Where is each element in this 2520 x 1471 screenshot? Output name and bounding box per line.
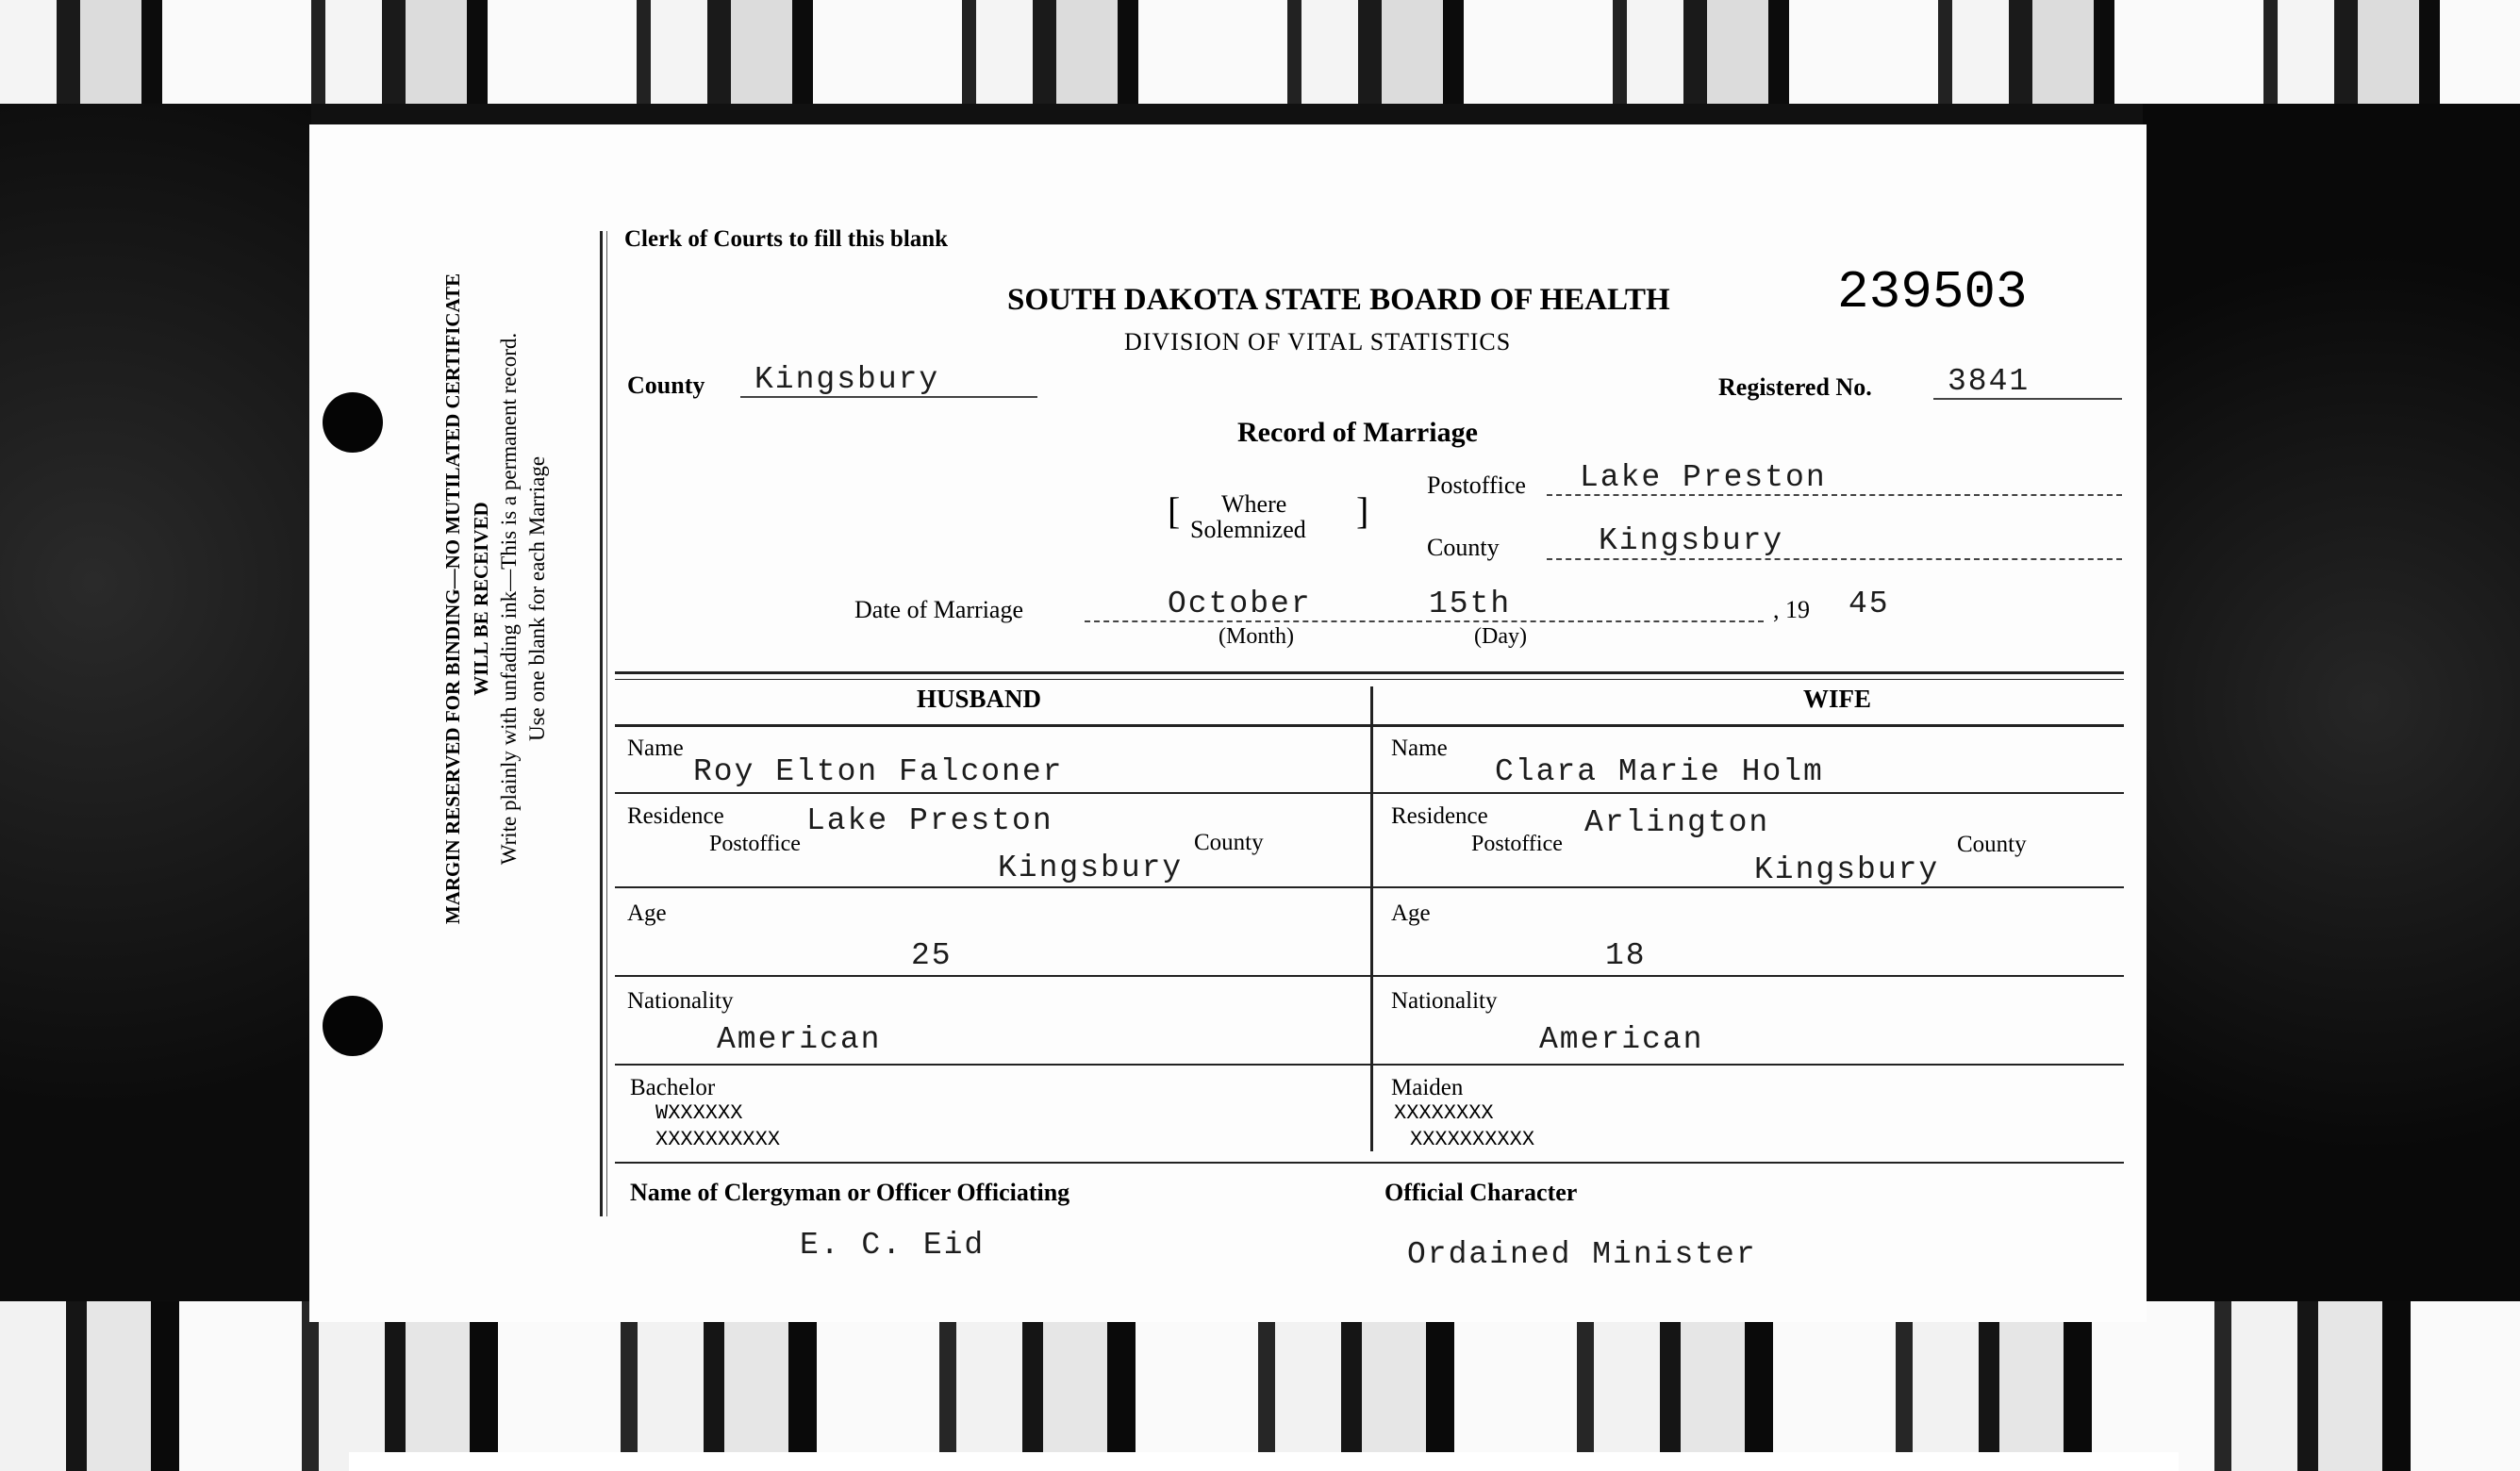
date-day: 15th	[1429, 587, 1512, 621]
officiant-name-label: Name of Clergyman or Officer Officiating	[630, 1179, 1070, 1206]
date-line	[1085, 620, 1764, 622]
county-label: County	[627, 372, 705, 399]
husband-nationality-label: Nationality	[627, 988, 734, 1014]
wife-name: Clara Marie Holm	[1495, 754, 1824, 789]
where-label: Where	[1221, 490, 1287, 518]
date-month: October	[1168, 587, 1312, 621]
film-dark-right	[2143, 104, 2520, 1301]
official-character-label: Official Character	[1384, 1179, 1578, 1206]
binding-hole-top	[323, 392, 383, 453]
wife-status-line1: XXXXXXXX	[1394, 1101, 1494, 1125]
county-line	[740, 396, 1037, 398]
postoffice-line	[1547, 494, 2122, 496]
solemn-county-value: Kingsbury	[1599, 523, 1784, 558]
row-line-age	[615, 975, 2124, 977]
husband-name: Roy Elton Falconer	[693, 754, 1064, 789]
table-top-rule	[615, 671, 2124, 674]
table-top-rule-thin	[615, 679, 2124, 680]
board-title: SOUTH DAKOTA STATE BOARD OF HEALTH	[1007, 283, 1670, 317]
wife-county: Kingsbury	[1754, 852, 1940, 887]
registered-value: 3841	[1948, 364, 2031, 399]
wife-nationality: American	[1539, 1022, 1704, 1057]
clerk-note: Clerk of Courts to fill this blank	[624, 226, 949, 252]
husband-status-label: Bachelor	[630, 1075, 716, 1100]
solemnized-label: Solemnized	[1190, 516, 1306, 543]
wife-postoffice-label: Postoffice	[1471, 832, 1563, 856]
wife-age: 18	[1605, 938, 1647, 973]
husband-name-label: Name	[627, 736, 684, 761]
column-divider	[1370, 686, 1373, 1151]
row-line-nationality	[615, 1064, 2124, 1066]
division-title: DIVISION OF VITAL STATISTICS	[1124, 328, 1512, 355]
wife-nationality-label: Nationality	[1391, 988, 1498, 1014]
wife-residence-label: Residence	[1391, 803, 1488, 829]
year-prefix: , 19	[1773, 596, 1810, 623]
film-strip-top	[0, 0, 2520, 104]
registered-line	[1933, 398, 2122, 400]
officiant-name: E. C. Eid	[800, 1228, 986, 1263]
day-caption: (Day)	[1474, 624, 1527, 649]
row-line-status	[615, 1162, 2124, 1164]
husband-header: HUSBAND	[917, 685, 1042, 713]
margin-note-1: MARGIN RESERVED FOR BINDING—NO MUTILATED CERTIFICATE	[441, 273, 464, 925]
margin-rule	[600, 231, 603, 1216]
postoffice-label: Postoffice	[1427, 471, 1526, 499]
row-line-name	[615, 792, 2124, 794]
husband-age: 25	[911, 938, 953, 973]
binding-hole-bottom	[323, 996, 383, 1056]
husband-county: Kingsbury	[998, 851, 1184, 885]
bracket-left: [	[1168, 489, 1181, 532]
date-label: Date of Marriage	[854, 596, 1024, 623]
wife-status-label: Maiden	[1391, 1075, 1464, 1100]
registered-label: Registered No.	[1718, 373, 1872, 401]
margin-note-3: Write plainly with unfading ink—This is a permanent record.	[497, 332, 521, 866]
margin-note-2: WILL BE RECEIVED	[470, 502, 492, 696]
husband-status-line2: XXXXXXXXXX	[655, 1128, 781, 1151]
bracket-right: ]	[1356, 489, 1369, 532]
wife-status-line2: XXXXXXXXXX	[1410, 1128, 1535, 1151]
year-value: 45	[1849, 587, 1890, 621]
wife-postoffice: Arlington	[1584, 805, 1770, 840]
husband-age-label: Age	[627, 901, 667, 926]
record-title: Record of Marriage	[1237, 417, 1478, 448]
official-character: Ordained Minister	[1407, 1237, 1757, 1272]
county-value: Kingsbury	[754, 362, 940, 397]
binding-margin-notes	[439, 160, 552, 1037]
margin-note-4: Use one blank for each Marriage	[525, 455, 549, 742]
wife-age-label: Age	[1391, 901, 1431, 926]
husband-county-label: County	[1194, 830, 1264, 855]
film-edge-bottom	[349, 1452, 2179, 1471]
wife-name-label: Name	[1391, 736, 1448, 761]
month-caption: (Month)	[1219, 624, 1294, 649]
husband-status-line1: WXXXXXX	[655, 1101, 743, 1125]
postoffice-value: Lake Preston	[1580, 460, 1827, 495]
margin-rule-thin	[606, 231, 607, 1216]
film-strip-bottom	[0, 1301, 2520, 1471]
solemn-county-label: County	[1427, 534, 1500, 561]
husband-postoffice-label: Postoffice	[709, 832, 801, 856]
husband-postoffice: Lake Preston	[806, 803, 1053, 838]
husband-residence-label: Residence	[627, 803, 724, 829]
wife-county-label: County	[1957, 832, 2027, 857]
wife-header: WIFE	[1803, 685, 1872, 713]
header-rule	[615, 724, 2124, 727]
husband-nationality: American	[717, 1022, 882, 1057]
certificate-number: 239503	[1837, 262, 2028, 322]
film-dark-left	[0, 104, 311, 1301]
solemn-county-line	[1547, 558, 2122, 560]
